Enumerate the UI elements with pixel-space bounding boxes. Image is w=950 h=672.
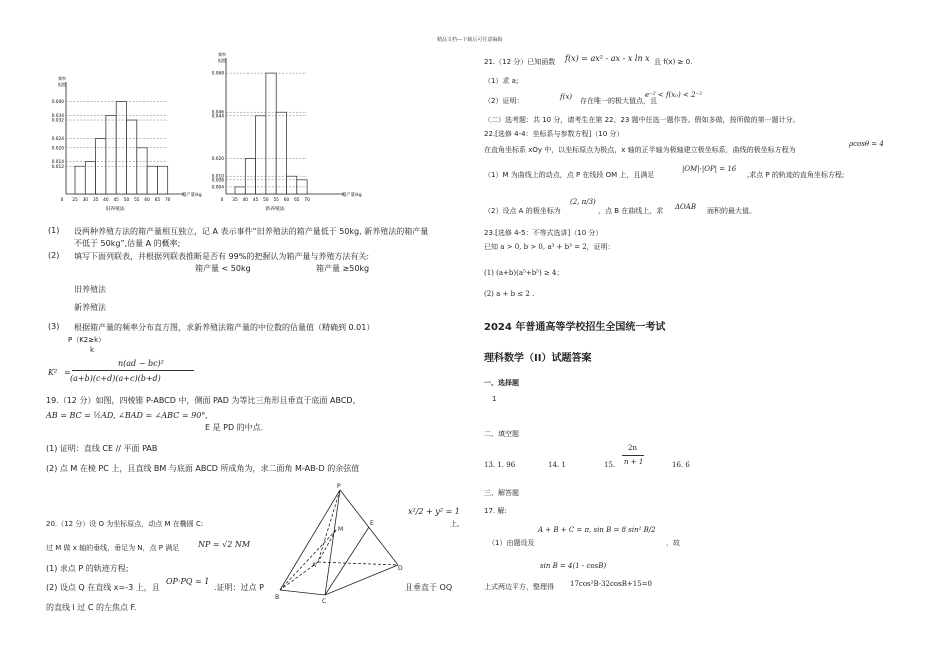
label-e: E bbox=[370, 520, 374, 527]
fill-13: 13. 1. 96 bbox=[484, 461, 516, 469]
q20-part2-cont: .证明：过点 P bbox=[214, 583, 264, 592]
q22-part1-cont: ,求点 P 的轨迹的直角坐标方程; bbox=[747, 171, 845, 179]
y-tick-label: 0.008 bbox=[211, 178, 224, 184]
y-tick-label: 0.024 bbox=[51, 137, 64, 143]
q22-part1: （1）M 为曲线上的动点，点 P 在线段 OM 上，且满足 bbox=[484, 171, 655, 179]
ellipse-tail: 上, bbox=[450, 520, 460, 528]
choose-note: （二）选考题：共 10 分，请考生在第 22、23 题中任选一题作答。假如多做，按所做的第一题计分。 bbox=[484, 116, 800, 124]
x-tick-label: 50 bbox=[263, 198, 269, 203]
fill-14: 14. 1 bbox=[548, 461, 566, 469]
x-tick-label: 60 bbox=[144, 198, 150, 203]
q2-number: (2) bbox=[48, 251, 60, 260]
q23-title: 23.[选修 4-5：不等式选讲]（10 分） bbox=[484, 229, 603, 237]
fill-15-fraction-bar bbox=[622, 455, 644, 456]
q21-title: 21.（12 分）已知函数 bbox=[484, 58, 556, 66]
answer-subtitle: 理科数学（II）试题答案 bbox=[484, 353, 592, 364]
q19-part2: (2) 点 M 在棱 PC 上，且直线 BM 与底面 ABCD 所成角为，求二面角 M-AB-D 的余弦值 bbox=[46, 464, 360, 473]
table-row-old: 旧养殖法 bbox=[74, 285, 106, 294]
table-row-new: 新养殖法 bbox=[74, 303, 106, 312]
q19-condition-2: E 是 PD 的中点. bbox=[205, 423, 264, 432]
page-header: 精品文档---下载后可任意编辑 bbox=[437, 37, 503, 43]
histogram-bar bbox=[127, 120, 137, 194]
q22-title: 22.[选修 4-4：坐标系与参数方程]（10 分） bbox=[484, 130, 624, 138]
section-solve: 三、解答题 bbox=[484, 489, 519, 497]
histogram-bar bbox=[235, 187, 245, 194]
label-c: C bbox=[322, 598, 327, 605]
histogram-bar bbox=[297, 180, 307, 194]
y-tick-label: 0.012 bbox=[51, 164, 64, 170]
chart-caption: 旧养殖法 bbox=[105, 207, 125, 212]
q21-inequality: e⁻² < f(x₀) < 2⁻² bbox=[645, 91, 703, 99]
q19-title: 19.（12 分）如图，四棱锥 P-ABCD 中，侧面 PAD 为等比三角形且垂直于底面 ABCD， bbox=[46, 396, 361, 405]
q20-part2: (2) 设点 Q 在直线 x=-3 上，且 bbox=[46, 583, 160, 592]
q17-equation: A + B + C = π, sin B = 8 sin² B/2 bbox=[538, 526, 656, 534]
x-tick-label: 30 bbox=[82, 198, 89, 203]
histogram-bar bbox=[147, 166, 157, 194]
q17-last-eq: 17cos²B-32cosB+15=0 bbox=[570, 580, 652, 588]
label-p: P bbox=[337, 483, 341, 490]
x-tick-label: 65 bbox=[294, 198, 300, 203]
q3-number: (3) bbox=[48, 322, 60, 331]
q17-equation-2: sin B = 4(1 - cosB) bbox=[540, 562, 607, 570]
x-tick-label: 40 bbox=[103, 198, 109, 203]
q21-function: f(x) = ax² - ax - x ln x bbox=[565, 54, 650, 63]
histogram-bar bbox=[266, 73, 276, 194]
q17-last: 上式两边平方，整理得 bbox=[484, 583, 554, 591]
y-tick-label: 0.020 bbox=[51, 146, 64, 152]
histogram-bar bbox=[137, 148, 147, 194]
x-tick-label: 35 bbox=[232, 198, 238, 203]
label-b: B bbox=[275, 594, 280, 601]
y-tick-label: 0.020 bbox=[211, 156, 224, 162]
q21-part2: （2）证明： bbox=[484, 97, 524, 105]
table-col-low: 箱产量 < 50kg bbox=[195, 264, 251, 273]
y-tick-label: 0.004 bbox=[211, 185, 224, 191]
q22-part1-eq: |OM|·|OP| = 16 bbox=[682, 165, 737, 173]
ellipse-equation: x²/2 + y² = 1 bbox=[408, 507, 460, 516]
q19-part1: (1) 证明：直线 CE // 平面 PAB bbox=[46, 444, 158, 453]
section-fill: 二、填空题 bbox=[484, 430, 519, 438]
x-tick-label: 25 bbox=[72, 198, 78, 203]
fill-15-denominator: n + 1 bbox=[624, 458, 644, 466]
label-m: M bbox=[338, 526, 344, 533]
q21-part2-cont: 存在唯一的极大值点，且 bbox=[580, 97, 657, 105]
q20-line2: 过 M 做 x 轴的垂线，垂足为 N，点 P 满足 bbox=[46, 544, 180, 552]
histogram-bar bbox=[276, 112, 286, 194]
y-tick-label: 0.044 bbox=[211, 114, 224, 120]
q21-part1: （1）求 a; bbox=[484, 77, 519, 85]
histogram-bar bbox=[85, 162, 95, 194]
y-tick-label: 0.068 bbox=[211, 71, 224, 77]
x-tick-label: 55 bbox=[134, 198, 140, 203]
q3-text: 根据箱产量的频率分布直方图，求新养殖法箱产量的中位数的估量值（精确到 0.01） bbox=[74, 323, 375, 332]
q17-part1-cont: ，故 bbox=[666, 539, 680, 547]
y-tick-label: 0.010 bbox=[211, 174, 224, 180]
q20-title: 20.（12 分）设 O 为坐标原点，动点 M 在椭圆 C: bbox=[46, 520, 204, 528]
histogram-bar bbox=[75, 166, 85, 194]
histogram-bar bbox=[287, 176, 297, 194]
histogram-bar bbox=[116, 102, 126, 194]
x-tick-label: 0 bbox=[220, 198, 224, 203]
y-tick-label: 0.040 bbox=[51, 100, 64, 106]
y-axis-label-bottom: 组距 bbox=[58, 82, 66, 87]
answer-title: 2024 年普通高等学校招生全国统一考试 bbox=[484, 322, 666, 333]
y-tick-label: 0.032 bbox=[51, 118, 64, 124]
x-tick-label: 70 bbox=[164, 198, 171, 203]
y-tick-label: 0.034 bbox=[51, 113, 64, 119]
q17-label: 17. 解: bbox=[484, 507, 507, 515]
label-d: D bbox=[398, 565, 403, 572]
histogram-bar bbox=[157, 166, 167, 194]
chart-caption: 新养殖法 bbox=[265, 207, 285, 212]
q22-text: 在直角坐标系 xOy 中，以坐标原点为极点，x 轴的正半轴为极轴建立极坐标系，曲线的极坐标方程为 bbox=[484, 146, 796, 154]
q1-text: 设两种养殖方法的箱产量相互独立，记 A 表示事件“旧养殖法的箱产量低于 50kg, 新养殖法的箱产量 bbox=[74, 227, 429, 236]
q1-number: (1) bbox=[48, 226, 60, 235]
section-choice: 一、选择题 bbox=[484, 379, 519, 387]
q22-part2-tail: 面积的最大值。 bbox=[707, 207, 756, 215]
q23-given: 已知 a > 0, b > 0, a³ + b³ = 2，证明： bbox=[484, 243, 615, 251]
fill-16: 16. 6 bbox=[672, 461, 690, 469]
y-axis-label-bottom: 组距 bbox=[218, 58, 226, 63]
fill-15: 15. bbox=[604, 461, 616, 469]
histogram-bar bbox=[256, 116, 266, 194]
x-tick-label: 50 bbox=[123, 198, 130, 203]
q23-part2: (2) a + b ≤ 2 . bbox=[484, 290, 535, 298]
x-axis-label: 箱产量/kg bbox=[182, 193, 202, 198]
q19-condition: AB = BC = ½AD, ∠BAD = ∠ABC = 90°, bbox=[46, 411, 208, 420]
x-tick-label: 65 bbox=[154, 198, 161, 203]
histogram-bar bbox=[106, 115, 116, 194]
y-tick-label: 0.014 bbox=[51, 160, 64, 166]
x-tick-label: 60 bbox=[283, 198, 290, 203]
x-tick-label: 55 bbox=[273, 198, 279, 203]
q17-part1: （1）由题设及 bbox=[488, 539, 535, 547]
p-k-label: P（K2≥k） bbox=[68, 336, 106, 344]
q20-np-eq: NP = √2 NM bbox=[198, 540, 251, 549]
x-tick-label: 70 bbox=[304, 198, 310, 203]
x-tick-label: 0 bbox=[60, 198, 64, 203]
table-col-high: 箱产量 ≥50kg bbox=[316, 264, 370, 273]
q2-text: 填写下面列联表，并根据列联表推断是否有 99%的把握认为箱产量与养殖方法有关: bbox=[74, 252, 370, 261]
q1-text-cont: 不低于 50kg”,估量 A 的概率; bbox=[74, 239, 181, 248]
k-label: k bbox=[90, 346, 95, 354]
q22-part2: （2）设点 A 的极坐标为 bbox=[484, 207, 561, 215]
q20-part3: 的直线 l 过 C 的左焦点 F. bbox=[46, 603, 137, 612]
section-choice-value: 1 bbox=[492, 395, 497, 403]
x-tick-label: 35 bbox=[92, 198, 99, 203]
q22-triangle: ΔOAB bbox=[675, 203, 696, 211]
q22-equation: ρcosθ = 4 bbox=[849, 140, 884, 148]
label-a: A bbox=[312, 562, 317, 569]
x-tick-label: 40 bbox=[242, 198, 249, 203]
q23-part1: (1) (a+b)(a⁵+b⁵) ≥ 4； bbox=[484, 269, 564, 277]
histogram-new bbox=[204, 50, 364, 222]
q20-part2-tail: 且垂直于 OQ bbox=[405, 583, 453, 592]
q20-dot-eq: OP·PQ = 1 bbox=[166, 577, 210, 586]
q22-point-a: (2, π/3) bbox=[570, 198, 596, 206]
x-tick-label: 45 bbox=[113, 198, 119, 203]
q21-fx: f(x) bbox=[560, 93, 573, 101]
x-axis-label: 箱产量/kg bbox=[342, 193, 362, 198]
histogram-old bbox=[44, 72, 204, 222]
y-tick-label: 0.046 bbox=[211, 110, 224, 116]
q20-part1: (1) 求点 P 的轨迹方程; bbox=[46, 564, 129, 573]
q21-condition: 且 f(x) ≥ 0. bbox=[654, 58, 693, 66]
histogram-bar bbox=[96, 139, 106, 194]
q22-part2-cont: ，点 B 在曲线上，求 bbox=[598, 207, 664, 215]
x-tick-label: 45 bbox=[252, 198, 259, 203]
pyramid-figure bbox=[270, 480, 410, 605]
y-axis-label-top: 频率 bbox=[218, 52, 226, 57]
fill-15-numerator: 2n bbox=[628, 444, 637, 452]
y-axis-label-top: 频率 bbox=[58, 76, 66, 81]
